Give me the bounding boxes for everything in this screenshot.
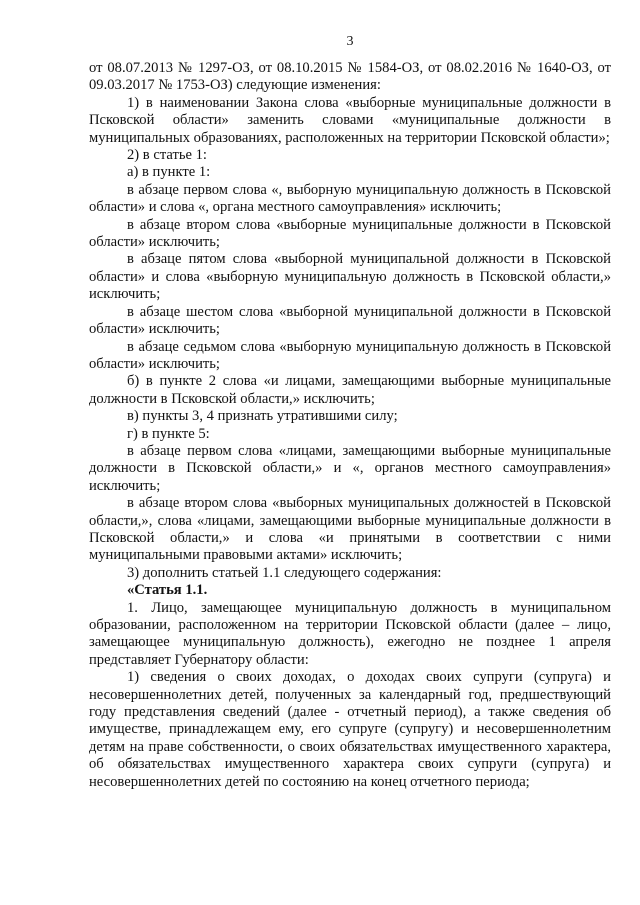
paragraph: 1) сведения о своих доходах, о доходах своих супруги (супруга) и несовершеннолетних детей, полученных за календарный год, предшествующий году представления сведений (далее - отчетный период), а также сведения об имуществе, принадлежащем ему, его супруге (супругу) и несовершеннолетним детям на праве собственности, о своих обязательствах имущественного характера, об обязательствах имущественного характера своих супруги (супруга) и несовершеннолетних детей по состоянию на конец отчетного периода;: [89, 669, 611, 790]
article-heading: «Статья 1.1.: [127, 582, 208, 599]
paragraph: в абзаце пятом слова «выборной муниципальной должности в Псковской области» и слова «выборную муниципальную должность в Псковской области,» исключить;: [89, 251, 611, 303]
paragraph: в абзаце первом слова «лицами, замещающими выборные муниципальные должности в Псковской области,» и «, органов местного самоуправления» исключить;: [89, 442, 611, 494]
document-body: [89, 60, 611, 791]
paragraph: в абзаце втором слова «выборных муниципальных должностей в Псковской области,», слова «лицами, замещающими выборные муниципальные должности в Псковской области,» и слова «и принятыми в соответствии с ними муниципальными правовыми актами» исключить;: [89, 495, 611, 564]
page-number: 3: [346, 34, 354, 49]
paragraph: а) в пункте 1:: [127, 164, 211, 181]
paragraph: в абзаце седьмом слова «выборную муниципальную должность в Псковской области» исключить;: [89, 338, 611, 372]
paragraph: 1) в наименовании Закона слова «выборные муниципальные должности в Псковской области» заменить словами «муниципальные должности в муниципальных образованиях, расположенных на территории Псковской области»;: [89, 94, 611, 146]
paragraph: 3) дополнить статьей 1.1 следующего содержания:: [127, 564, 442, 581]
paragraph: г) в пункте 5:: [127, 425, 210, 442]
paragraph: в) пункты 3, 4 признать утратившими силу;: [127, 408, 398, 425]
paragraph: 2) в статье 1:: [127, 147, 207, 164]
paragraph: б) в пункте 2 слова «и лицами, замещающими выборные муниципальные должности в Псковской области,» исключить;: [89, 373, 611, 407]
paragraph: в абзаце первом слова «, выборную муниципальную должность в Псковской области» и слова «, органа местного самоуправления» исключить;: [89, 181, 611, 216]
paragraph: от 08.07.2013 № 1297-ОЗ, от 08.10.2015 № 1584-ОЗ, от 08.02.2016 № 1640-ОЗ, от 09.03.2017 № 1753-ОЗ) следующие изменения:: [89, 60, 611, 94]
paragraph: в абзаце втором слова «выборные муниципальные должности в Псковской области» исключить;: [89, 216, 611, 251]
paragraph: в абзаце шестом слова «выборной муниципальной должности в Псковской области» исключить;: [89, 303, 611, 338]
paragraph: 1. Лицо, замещающее муниципальную должность в муниципальном образовании, расположенном на территории Псковской области (далее – лицо, замещающее муниципальную должность), ежегодно не позднее 1 апреля представляет Губернатору области:: [89, 599, 611, 668]
